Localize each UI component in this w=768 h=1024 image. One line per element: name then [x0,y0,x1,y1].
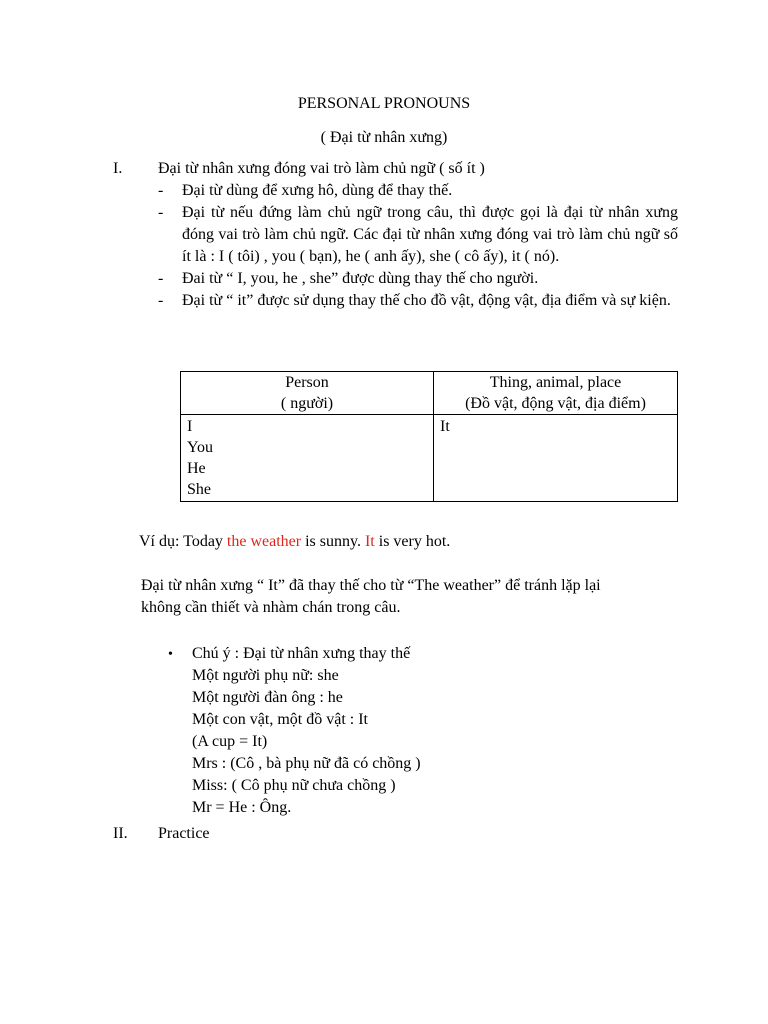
table-cell-thing [434,415,678,502]
note-line: Mrs : (Cô , bà phụ nữ đã có chồng ) [192,755,421,772]
section-2-number: II. [113,825,128,842]
example-prefix: Ví dụ: Today [139,533,227,550]
explanation-line: không cần thiết và nhàm chán trong câu. [141,599,401,616]
bullet-item [158,290,678,312]
section-1-bullet-list [158,180,678,312]
bullet-text: Đại từ dùng để xưng hô, dùng để thay thế. [182,182,453,199]
dash-bullet: - [158,270,164,287]
table-header-row [181,372,678,415]
bullet-item [158,180,678,202]
dash-bullet: - [158,182,164,199]
document-title: PERSONAL PRONOUNS [297,95,471,112]
table-row [181,415,678,502]
table-header-person [181,372,434,415]
note-line: Miss: ( Cô phụ nữ chưa chồng ) [192,777,396,794]
example-suffix: is very hot. [374,533,451,550]
header-label: Person [285,374,329,391]
example-highlight-subject: the weather [226,533,302,550]
pronoun: He [187,460,206,477]
table-cell-person [181,415,434,502]
bullet-text: Đại từ nếu đứng làm chủ ngữ trong câu, thì được gọi là đại từ nhân xưng đóng vai trò làm chủ ngữ. Các đại từ nhân xưng đóng vai trò làm chủ ngữ số ít là : I ( tôi) , you ( bạn), he ( anh ấy), she ( cô ấy), it ( nó). [182,204,678,265]
bullet-text: Đại từ “ it” được sử dụng thay thế cho đồ vật, động vật, địa điểm và sự kiện. [182,292,671,309]
header-translation: ( người) [280,395,334,412]
note-line: Một người phụ nữ: she [192,667,339,684]
header-label: Thing, animal, place [489,374,622,391]
example-middle: is sunny. [301,533,365,550]
example-sentence [139,531,450,553]
section-1-heading: Đại từ nhân xưng đóng vai trò làm chủ ngữ ( số ít ) [158,160,485,177]
note-line: Một người đàn ông : he [192,689,343,706]
pronoun: You [187,439,213,456]
pronoun: She [187,481,211,498]
explanation-line: Đại từ nhân xưng “ It” đã thay thế cho từ “The weather” để tránh lặp lại [141,577,601,594]
bullet-item [158,202,678,268]
note-block [192,643,421,819]
bullet-text: Đai từ “ I, you, he , she” được dùng thay thế cho người. [182,270,539,287]
table-header-thing [434,372,678,415]
note-line: Mr = He : Ông. [192,799,292,816]
note-line: Chú ý : Đại từ nhân xưng thay thế [192,645,411,662]
header-translation: (Đồ vật, động vật, địa điểm) [465,395,646,412]
pronoun: It [440,418,450,435]
note-line: (A cup = It) [192,733,268,750]
example-highlight-pronoun: It [364,533,375,550]
round-bullet-icon: • [168,647,173,662]
pronoun: I [187,418,193,435]
bullet-item [158,268,678,290]
note-line: Một con vật, một đồ vật : It [192,711,368,728]
section-1-number: I. [113,160,123,177]
explanation-paragraph [141,575,681,619]
dash-bullet: - [158,204,164,221]
dash-bullet: - [158,292,164,309]
document-subtitle: ( Đại từ nhân xưng) [320,129,448,146]
section-2-heading: Practice [158,825,210,842]
pronoun-table [180,371,678,502]
